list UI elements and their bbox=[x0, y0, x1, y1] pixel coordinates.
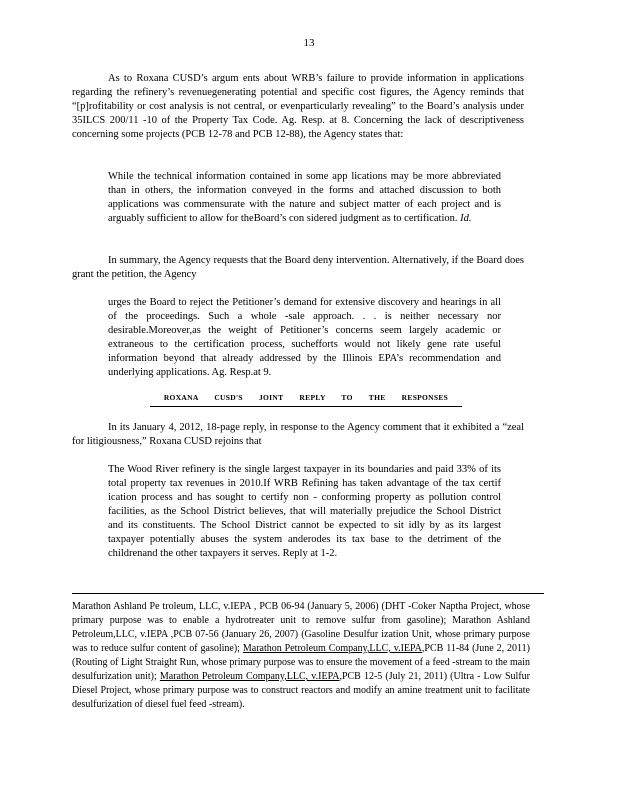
page-number: 13 bbox=[303, 37, 315, 49]
block-quote-agency-urges: urges the Board to reject the Petitioner’s demand for extensive discovery and hearings in all of the proceedings. Such a whole -sale approach. . . is neither necessary nor desirable.Moreover,as the weight of Petitioner’s concerns seem largely academic or extraneous to the certification process, suchefforts would not likely gene rate useful information beyond that already addressed by the Illinois EPA’s recommendation and underlying applications. Ag. Resp.at 9. bbox=[108, 297, 501, 378]
paragraph-agency-reminder: As to Roxana CUSD’s argum ents about WRB’s failure to provide information in applications regarding the refinery’s revenuegenerating potential and specific cost figures, the Agency reminds that “[p]rofitability or cost analysis is not central, or evenparticularly revealing” to the Board’s analysis under 35ILCS 200/11 -10 of the Property Tax Code. Ag. Resp. at 8. Concerning the lack of descriptiveness concerning some projects (PCB 12-78 and PCB 12-88), the Agency states that: bbox=[72, 73, 524, 140]
footnote-divider bbox=[72, 593, 544, 594]
case-name-link-2: Marathon Petroleum Company,LLC, v.IEPA bbox=[159, 671, 340, 682]
footnote-part-1: Marathon Ashland Pe troleum, LLC, v.IEPA , PCB 06-94 (January 5, 2006) (DHT -Coker Naptha Project, whose primary purpose was to enable a hydrotreater unit to remove sulfur from gasoline); Marathon Ashland Petroleum,LLC, v.IEPA ,PCB 07-56 (January 26, 2007) (Gasoline Desulfur ization Unit, whose primary purpose was to reduce sulfur content of gasoline); bbox=[72, 601, 530, 654]
footnote-part-2: ,PCB 11-84 (June 2, 2011) (Routing of Light Straight Run, whose primary purpose was to ensure the movement of a feed -stream to the main desulfurization unit); bbox=[72, 643, 531, 682]
paragraph-summary: In summary, the Agency requests that the Board deny intervention. Alternatively, if the Board does grant the petition, the Agency bbox=[72, 255, 524, 280]
quote-text: While the technical information contained in some app lications may be more abbreviated than in others, the information conveyed in the forms and attached discussion to both applications was commensurate with the nature and subject matter of each project and is arguably sufficient to allow for theBoard’s con sidered judgment as to certification. bbox=[108, 171, 501, 224]
section-heading: ROXANA CUSD'S JOINT REPLY TO THE RESPONSES bbox=[150, 391, 462, 407]
case-name-link-1: Marathon Petroleum Company,LLC, v.IEPA bbox=[242, 643, 422, 654]
quote-citation: Id. bbox=[460, 213, 472, 224]
block-quote-school-district: The Wood River refinery is the single largest taxpayer in its boundaries and paid 33% of its total property tax revenues in 2010.If WRB Refining has taken advantage of the tax certif ication process and has sought to certify non - conforming property as pollution control facilities, as the School District believes, that will materially prejudice the School District and its constituents. The School District cannot be expected to sit idly by as its largest taxpayer potentially abuses the system anderodes its tax base to the detriment of the childrenand the other taxpayers it serves. Reply at 1-2. bbox=[108, 464, 501, 559]
footnote-part-3: ,PCB 12-5 (July 21, 2011) (Ultra - Low Sulfur Diesel Project, whose primary purpose was to construct reactors and modify an amine treatment unit to facilitate desulfurization of diesel fuel feed -stream). bbox=[72, 671, 530, 710]
footnote bbox=[72, 600, 530, 712]
paragraph-joint-reply: In its January 4, 2012, 18-page reply, in response to the Agency comment that it exhibited a “zeal for litigiousness,” Roxana CUSD rejoins that bbox=[72, 422, 524, 447]
block-quote-technical-information bbox=[108, 170, 501, 226]
